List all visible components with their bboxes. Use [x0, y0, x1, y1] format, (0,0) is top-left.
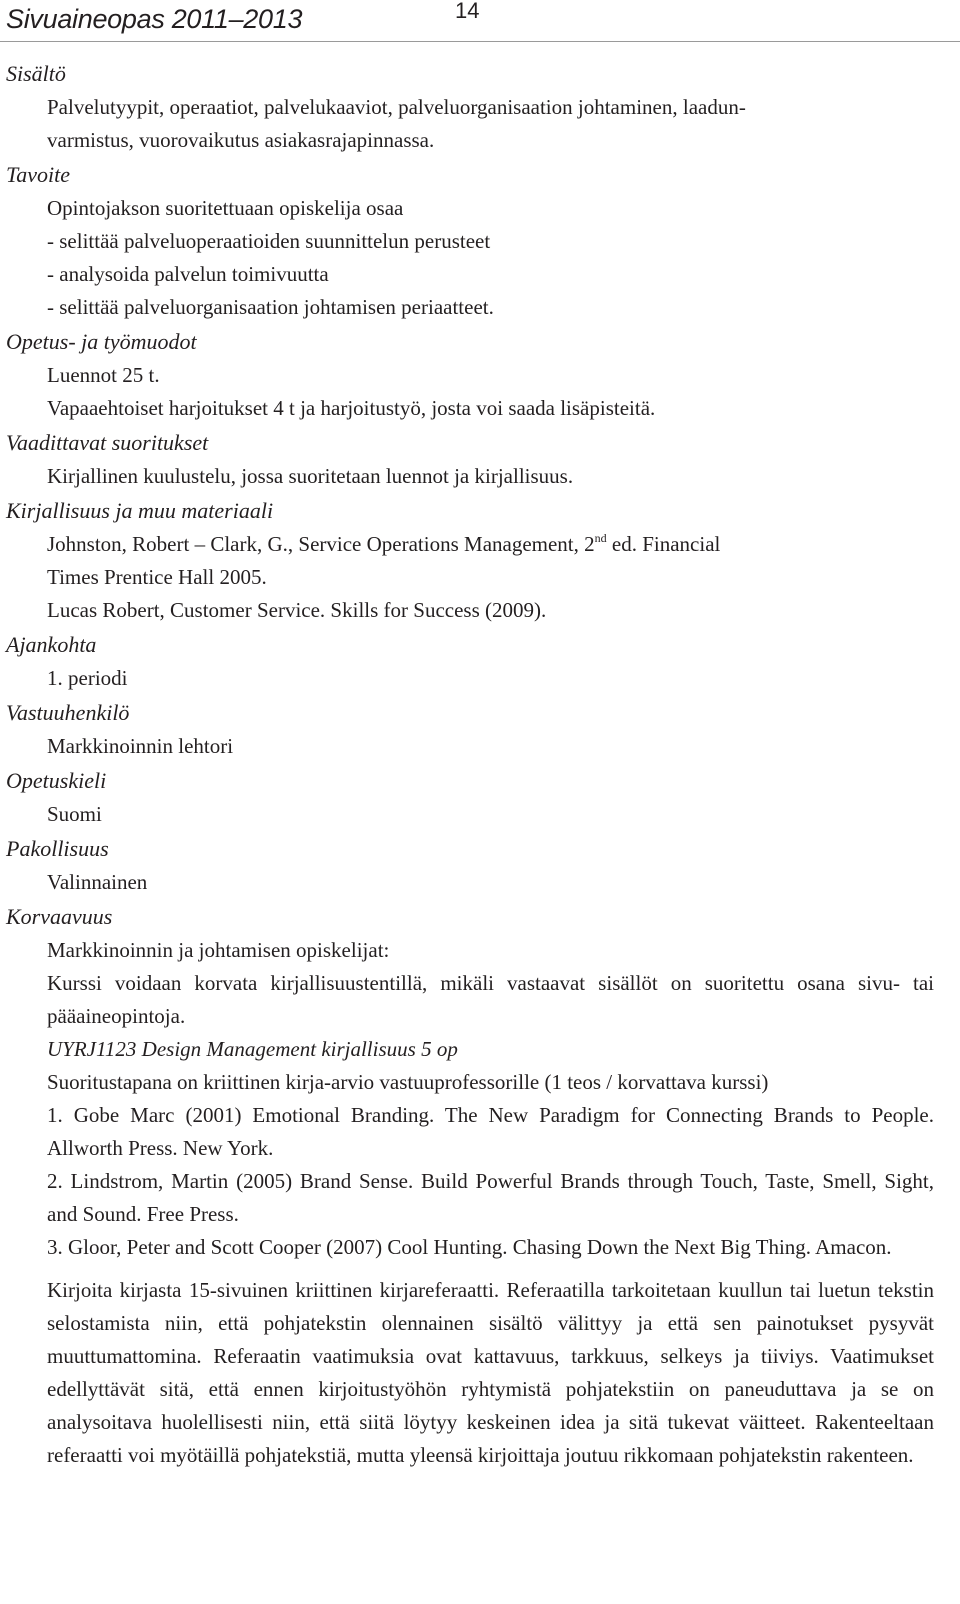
tavoite-line-2: - selittää palveluoperaatioiden suunnittelun perusteet — [47, 229, 491, 253]
section-heading-vastuuhenkilo: Vastuuhenkilö — [6, 700, 130, 725]
section-heading-sisalto: Sisältö — [6, 61, 66, 86]
section-heading-ajankohta: Ajankohta — [6, 632, 97, 657]
document-body — [0, 56, 940, 1472]
sisalto-line-1: Palvelutyypit, operaatiot, palvelukaaviot, palveluorganisaation johtaminen, laadun- — [47, 95, 746, 119]
tavoite-line-3: - analysoida palvelun toimivuutta — [47, 262, 329, 286]
header-divider — [0, 41, 960, 42]
opetus-line-1: Luennot 25 t. — [47, 363, 160, 387]
opetus-line-2: Vapaaehtoiset harjoitukset 4 t ja harjoitustyö, josta voi saada lisäpisteitä. — [47, 396, 656, 420]
course-title: UYRJ1123 Design Management kirjallisuus 5 op — [47, 1037, 458, 1061]
vastuuhenkilo-value: Markkinoinnin lehtori — [47, 734, 234, 758]
tavoite-line-1: Opintojakson suoritettuaan opiskelija osaa — [47, 196, 404, 220]
section-heading-vaadittavat: Vaadittavat suoritukset — [6, 430, 209, 455]
page-number: 14 — [455, 0, 480, 23]
opetuskieli-value: Suomi — [47, 802, 102, 826]
pakollisuus-value: Valinnainen — [47, 870, 148, 894]
reference-1-superscript: nd — [594, 531, 607, 545]
page-header — [0, 0, 960, 46]
ajankohta-value: 1. periodi — [47, 666, 128, 690]
section-heading-opetus: Opetus- ja työmuodot — [6, 329, 197, 354]
korvaavuus-intro: Markkinoinnin ja johtamisen opiskelijat: — [47, 938, 390, 962]
book-item-3: 3. Gloor, Peter and Scott Cooper (2007) Cool Hunting. Chasing Down the Next Big Thing. Amacon. — [47, 1235, 892, 1259]
section-heading-korvaavuus: Korvaavuus — [6, 904, 113, 929]
reference-1-text-end: ed. Financial — [606, 532, 721, 556]
assignment-paragraph: Kirjoita kirjasta 15-sivuinen kriittinen kirjareferaatti. Referaatilla tarkoitetaan kuullun tai luetun tekstin selostamista niin, että pohjatekstin olennainen sisältö välittyy ja että sen painotukset pysyvät muuttumattomina. Referaatin vaatimuksia ovat kattavuus, tarkkuus, selkeys ja tiiviys. Vaatimukset edellyttävät sitä, että ennen kirjoitustyöhön ryhtymistä pohjatekstiin on paneuduttava ja se on analysoitava huolellisesti niin, että siitä löytyy keskeinen idea ja sitä tukevat väitteet. Rakenteeltaan referaatti voi myötäillä pohjatekstiä, mutta yleensä kirjoittaja joutuu rikkomaan pohjatekstin rakenteen. — [47, 1278, 934, 1467]
literature-reference-1 — [0, 528, 940, 561]
section-heading-kirjallisuus: Kirjallisuus ja muu materiaali — [6, 498, 274, 523]
book-item-2: 2. Lindstrom, Martin (2005) Brand Sense. Build Powerful Brands through Touch, Taste, Smell, Sight, and Sound. Free Press. — [47, 1169, 934, 1226]
reference-1-text: Johnston, Robert – Clark, G., Service Operations Management, 2 — [47, 532, 595, 556]
section-heading-pakollisuus: Pakollisuus — [6, 836, 109, 861]
literature-reference-2: Lucas Robert, Customer Service. Skills for Success (2009). — [47, 598, 547, 622]
korvaavuus-text: Kurssi voidaan korvata kirjallisuustentillä, mikäli vastaavat sisällöt on suoritettu osana sivu- tai pääaineopintoja. — [47, 971, 934, 1028]
book-item-1: 1. Gobe Marc (2001) Emotional Branding. The New Paradigm for Connecting Brands to People. Allworth Press. New York. — [47, 1103, 934, 1160]
section-heading-opetuskieli: Opetuskieli — [6, 768, 107, 793]
literature-reference-1-line-2: Times Prentice Hall 2005. — [47, 565, 267, 589]
section-heading-tavoite: Tavoite — [6, 162, 70, 187]
completion-method: Suoritustapana on kriittinen kirja-arvio vastuuprofessorille (1 teos / korvattava kurssi) — [47, 1070, 769, 1094]
vaadittavat-line-1: Kirjallinen kuulustelu, jossa suoritetaan luennot ja kirjallisuus. — [47, 464, 574, 488]
sisalto-line-2: varmistus, vuorovaikutus asiakasrajapinnassa. — [47, 128, 435, 152]
header-title: Sivuaineopas 2011–2013 — [6, 4, 303, 34]
tavoite-line-4: - selittää palveluorganisaation johtamisen periaatteet. — [47, 295, 494, 319]
